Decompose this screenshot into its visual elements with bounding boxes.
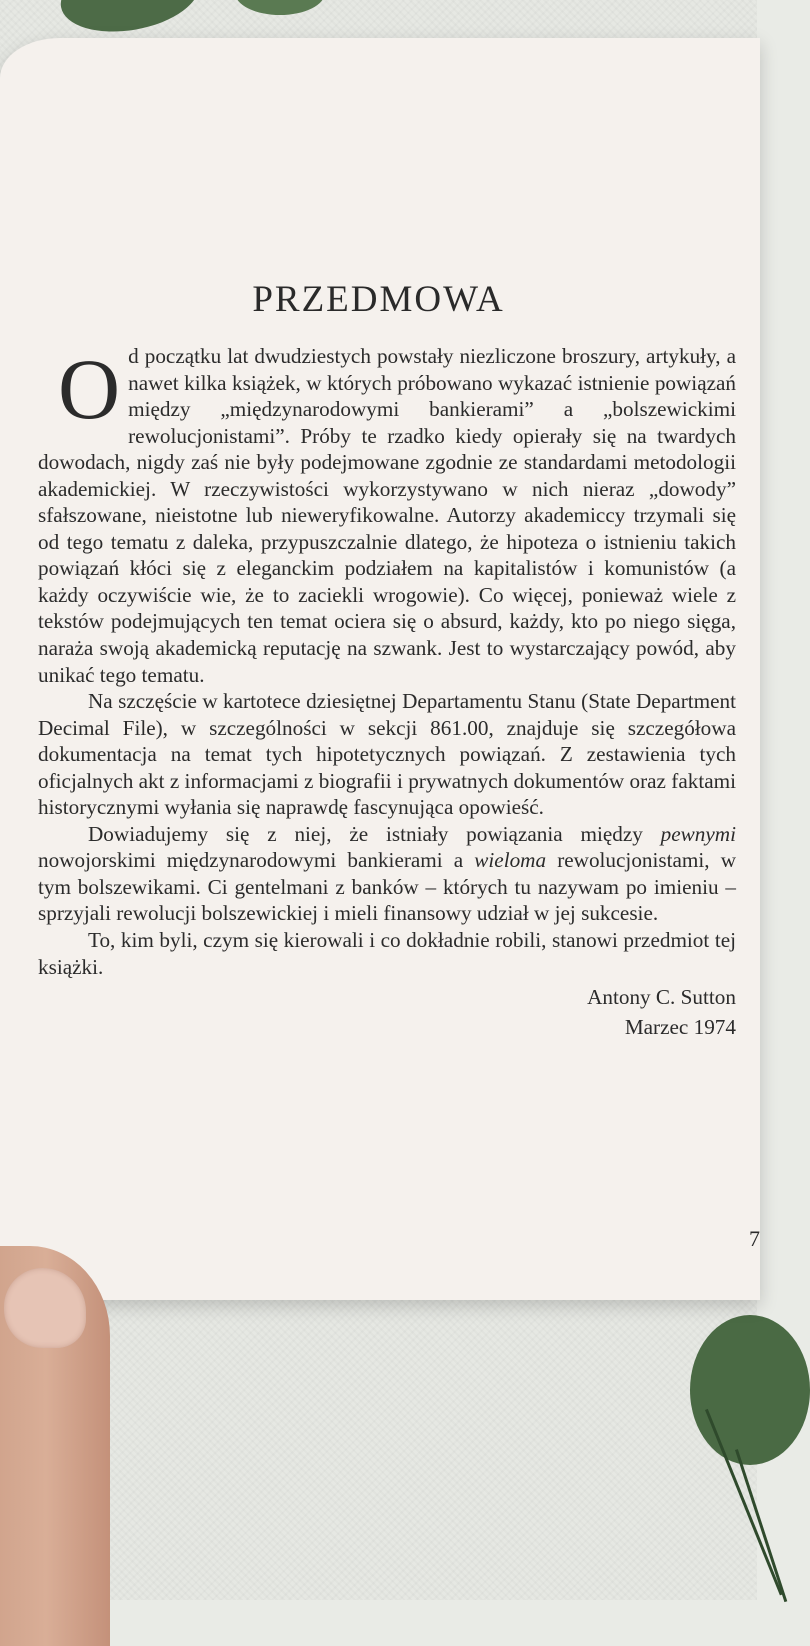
paragraph-4: To, kim byli, czym się kierowali i co dokładnie robili, stanowi przedmiot tej książki. (38, 928, 736, 979)
signature-author: Antony C. Sutton (587, 985, 736, 1010)
emphasis-pewnymi: pewnymi (660, 821, 736, 846)
drop-cap: O (58, 341, 121, 437)
body-text (38, 343, 736, 1040)
paragraph-1 (38, 343, 736, 688)
book-page (0, 38, 760, 1300)
page-title: PRZEDMOWA (252, 279, 505, 320)
plant-leaf (690, 1315, 810, 1465)
paragraph-2: Na szczęście w kartotece dziesiętnej Departamentu Stanu (State Department Decimal File), w szczególności w sekcji 861.00, znajduje się szczegółowa dokumentacja na temat tych hipotetycznych powiązań. Z zestawienia tych oficjalnych akt z informacjami z biografii i prywatnych dokumentów oraz faktami historycznymi wyłania się naprawdę fascynująca opowieść. (38, 689, 736, 820)
paragraph-1-text: d początku lat dwudziestych powstały niezliczone broszury, artykuły, a nawet kilka książek, w których próbowano wykazać istnienie powiązań między „międzynarodowymi bankierami” a „bolszewickimi rewolucjonistami”. Próby te rzadko kiedy opierały się na twardych dowodach, nigdy zaś nie były podejmowane zgodnie ze standardami metodologii akademickiej. W rzeczywistości wykorzystywano w nich nieraz „dowody” sfałszowane, nieistotne lub nieweryfikowalne. Autorzy akademiccy trzymali się od tego tematu z daleka, przypuszczalnie dlatego, że hipoteza o istnieniu takich powiązań kłóci się z eleganckim podziałem na kapitalistów i komunistów (a każdy oczywiście wie, że to zaciekli wrogowie). Co więcej, ponieważ wiele z tekstów podejmujących ten temat ociera się o absurd, każdy, kto po niego sięga, naraża swoją akademicką reputację na szwank. Jest to wystarczający powód, aby unikać tego tematu. (38, 344, 736, 687)
signature-date: Marzec 1974 (624, 1014, 736, 1039)
emphasis-wieloma: wieloma (474, 848, 547, 873)
paragraph-3: Dowiadujemy się z niej, że istniały powiązania między pewnymi nowojorskimi międzynarodowymi bankierami a wieloma rewolucjonistami, w tym bolszewikami. Ci gentelmani z banków – których tu nazywam po imieniu – sprzyjali rewolucji bolszewickiej i mieli finansowy udział w jej sukcesie. (38, 821, 736, 926)
page-number: 7 (749, 1226, 760, 1251)
